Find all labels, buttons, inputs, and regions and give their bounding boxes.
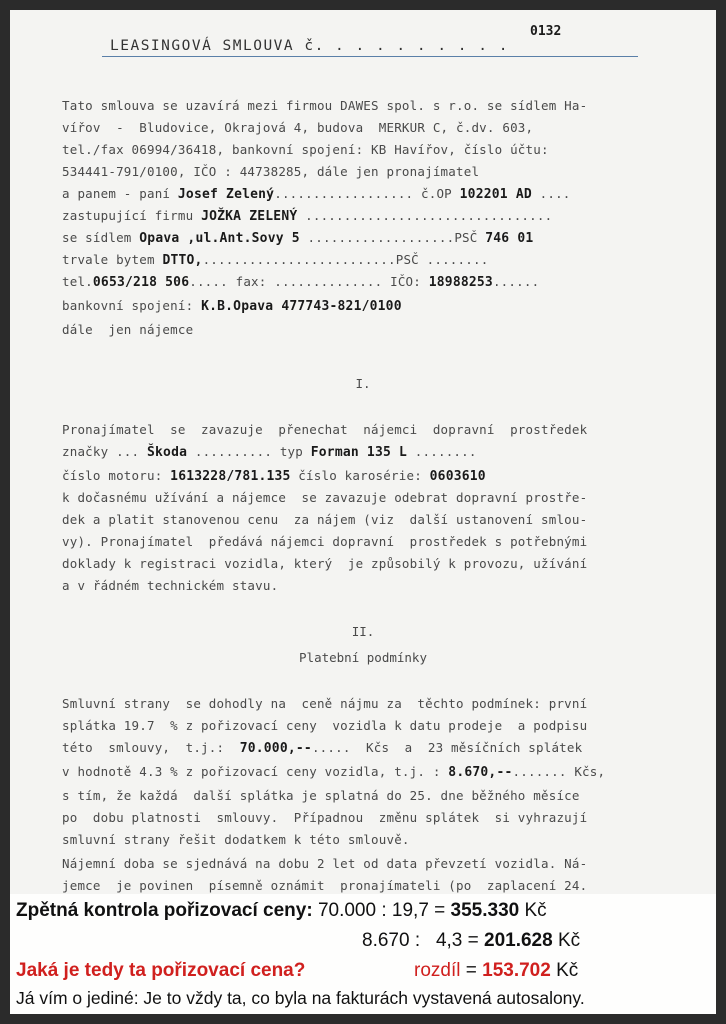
first-payment: 70.000,-- [239,741,312,756]
check-label: Zpětná kontrola pořizovací ceny: [16,900,313,921]
label-text: ...................PSČ [299,230,486,245]
label-text: značky ... [62,444,147,459]
label-text: .......... typ [187,444,311,459]
contract-page [10,10,716,1014]
section-2-subheading: Platební podmínky [299,650,427,665]
body-number: 0603610 [429,469,486,484]
monthly-payment: 8.670,-- [448,765,513,780]
label-text: a panem - paní [62,186,178,201]
calc-1: 70.000 : 19,7 = [312,900,451,921]
section-2-line-4 [62,764,605,780]
intro-line-8 [62,252,488,268]
permanent-address: DTTO, [162,253,203,268]
question-text: Jaká je tedy ta pořizovací cena? [16,960,306,981]
section-2-heading: II. [351,624,375,639]
label-text: tel. [62,274,93,289]
label-text: trvale bytem [62,252,163,267]
question-line [16,960,305,982]
label-text: ..... Kčs a 23 měsíčních splátek [311,740,583,755]
label-text: zastupující firmu [62,208,202,223]
section-1-line-6: vy). Pronajímatel předává nájemci dopravní prostředek s potřebnými [62,534,588,549]
calc-2: 8.670 : 4,3 = [362,930,485,951]
vehicle-brand: Škoda [146,445,188,460]
difference-line [414,960,578,982]
label-text: číslo karosérie: [290,468,430,483]
document-title: LEASINGOVÁ SMLOUVA č. . . . . . . . . . [110,38,509,54]
section-2-line-5: s tím, že každá další splátka je splatná do 25. dne běžného měsíce [62,788,580,803]
difference-value: 153.702 [482,960,551,981]
ico-number: 18988253 [428,275,493,290]
intro-line-7 [62,230,533,246]
label-text: ..... fax: .............. IČO: [189,274,429,289]
label-text: ....... Kčs, [512,764,606,779]
section-2-line-9: jemce je povinen písemně oznámit pronajímateli (po zaplacení 24. [62,878,588,893]
dots: .........................PSČ ........ [202,252,489,267]
intro-line-11: dále jen nájemce [62,322,194,337]
difference-equals: = [460,960,483,981]
vehicle-type: Forman 135 L [310,445,408,460]
intro-line-5 [62,186,571,202]
section-1-line-3 [62,468,486,484]
dots: ...... [492,274,540,289]
phone-number: 0653/218 506 [92,275,190,290]
section-2-line-1: Smluvní strany se dohodly na ceně nájmu za těchto podmínek: první [62,696,588,711]
answer-line: Já vím o jediné: Je to vždy ta, co byla na fakturách vystavená autosalony. [16,988,585,1008]
dots: .... [531,186,571,201]
result-2: 201.628 [484,930,553,951]
unit-1: Kč [519,900,547,921]
section-1-line-1: Pronajímatel se zavazuje přenechat nájemci dopravní prostředek [62,422,588,437]
label-text: .................. č.OP [274,186,460,201]
postal-code: 746 01 [485,231,534,246]
intro-line-10 [62,298,402,314]
difference-unit: Kč [550,960,579,981]
seat-address: Opava ,ul.Ant.Sovy 5 [139,231,300,246]
intro-line-9 [62,274,539,290]
check-line-1 [16,900,547,922]
section-1-line-4: k dočasnému užívání a nájemce se zavazuje odebrat dopravní prostře- [62,490,588,505]
label-text: se sídlem [62,230,140,245]
intro-line-3: tel./fax 06994/36418, bankovní spojení: KB Havířov, číslo účtu: [62,142,549,157]
section-2-line-2: splátka 19.7 % z pořizovací ceny vozidla k datu prodeje a podpisu [62,718,588,733]
intro-line-4: 534441-791/0100, IČO : 44738285, dále jen pronajímatel [62,164,480,179]
check-line-2 [362,930,580,952]
intro-line-2: vířov - Bludovice, Okrajová 4, budova MERKUR C, č.dv. 603, [62,120,534,135]
tenant-name: Josef Zelený [177,187,275,202]
section-1-heading: I. [355,376,371,391]
section-2-line-6: po dobu platnosti smlouvy. Případnou změnu splátek si vyhrazují [62,810,588,825]
section-1-line-2 [62,444,477,460]
engine-number: 1613228/781.135 [170,469,291,484]
section-2-line-3 [62,740,582,756]
difference-label: rozdíl [414,960,461,981]
op-number: 102201 AD [459,187,532,202]
section-1-line-7: doklady k registraci vozidla, který je způsobilý k provozu, užívání [62,556,588,571]
label-text: číslo motoru: [62,468,171,483]
intro-line-1: Tato smlouva se uzavírá mezi firmou DAWES spol. s r.o. se sídlem Ha- [62,98,588,113]
unit-2: Kč [552,930,581,951]
dots: ........ [407,444,477,459]
label-text: bankovní spojení: [62,298,202,313]
firm-name: JOŽKA ZELENÝ [201,209,298,224]
title-underline [102,56,638,57]
bank-account: K.B.Opava 477743-821/0100 [201,299,402,314]
result-1: 355.330 [450,900,520,921]
label-text: této smlouvy, t.j.: [62,740,240,755]
contract-number: 0132 [530,24,562,39]
section-1-line-5: dek a platit stanovenou cenu za nájem (viz další ustanovení smlou- [62,512,588,527]
label-text: v hodnotě 4.3 % z pořizovací ceny vozidla, t.j. : [62,764,449,779]
section-2-line-7: smluvní strany řešit dodatkem k této smlouvě. [62,832,410,847]
dots: ................................ [297,208,553,223]
section-2-line-8: Nájemní doba se sjednává na dobu 2 let od data převzetí vozidla. Ná- [62,856,588,871]
section-1-line-8: a v řádném technickém stavu. [62,578,279,593]
intro-line-6 [62,208,552,224]
